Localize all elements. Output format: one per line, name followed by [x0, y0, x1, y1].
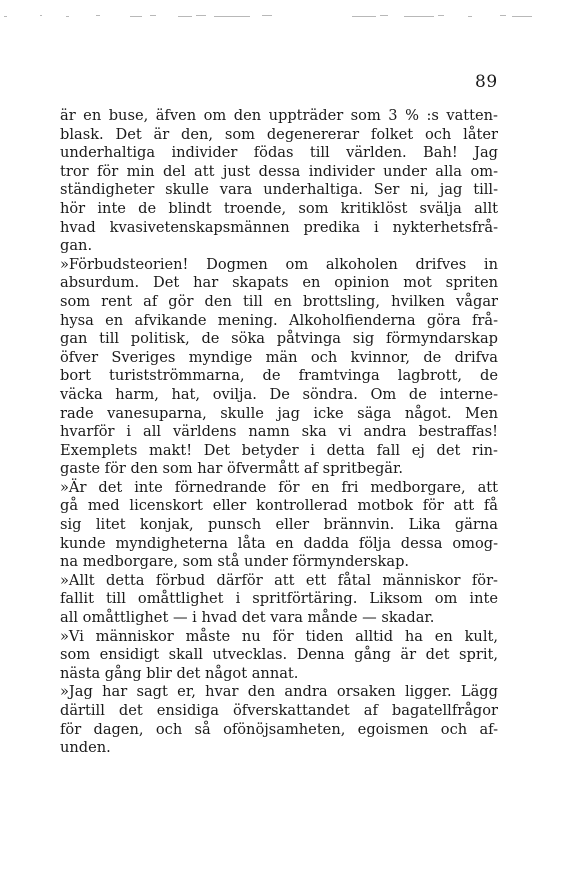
- text-line: rade vanesuparna, skulle jag icke säga något. Men: [60, 404, 498, 422]
- text-line: gan till politisk, de söka påtvinga sig förmyndarskap: [60, 330, 498, 348]
- text-line: öfver Sveriges myndige män och kvinnor, de drifva: [60, 348, 498, 366]
- text-line: hvad kvasivetenskapsmännen predika i nykterhetsfrå-: [60, 218, 498, 236]
- page-number: 89: [475, 72, 498, 92]
- text-line: som rent af gör den till en brottsling, hvilken vågar: [60, 292, 498, 310]
- text-line: nästa gång blir det något annat.: [60, 664, 299, 682]
- text-line: sig litet konjak, punsch eller brännvin. Lika gärna: [60, 516, 498, 534]
- text-line: gan.: [60, 237, 93, 255]
- text-line: bort turistströmmarna, de framtvinga lagbrott, de: [60, 367, 498, 385]
- text-line: gaste för den som har öfvermått af spritbegär.: [60, 460, 404, 478]
- body-text: [60, 107, 498, 758]
- text-line: gå med licenskort eller kontrollerad motbok för att få: [60, 497, 498, 515]
- text-line: unden.: [60, 739, 111, 757]
- text-line: »Vi människor måste nu för tiden alltid ha en kult,: [60, 627, 498, 645]
- text-line: hör inte de blindt troende, som kritiklöst svälja allt: [60, 199, 498, 217]
- text-line: all omåttlighet — i hvad det vara månde — skadar.: [60, 609, 435, 627]
- text-line: Exemplets makt! Det betyder i detta fall ej det rin-: [60, 441, 498, 459]
- text-line: kunde myndigheterna låta en dadda följa dessa omog-: [60, 534, 498, 552]
- text-line: tror för min del att just dessa individer under alla om-: [60, 162, 498, 180]
- text-line: »Är det inte förnedrande för en fri medborgare, att: [60, 478, 498, 496]
- scan-edge-marks: [0, 10, 576, 24]
- text-line: na medborgare, som stå under förmynderskap.: [60, 553, 410, 571]
- text-line: underhaltiga individer födas till världen. Bah! Jag: [60, 144, 498, 162]
- text-line: som ensidigt skall utvecklas. Denna gång är det sprit,: [60, 646, 498, 664]
- text-line: »Jag har sagt er, hvar den andra orsaken ligger. Lägg: [60, 683, 498, 701]
- text-line: väcka harm, hat, ovilja. De söndra. Om de interne-: [60, 385, 498, 403]
- text-line: »Förbudsteorien! Dogmen om alkoholen drifves in: [60, 255, 498, 273]
- text-line: »Allt detta förbud därför att ett fåtal människor för-: [60, 571, 498, 589]
- text-line: för dagen, och så ofönöjsamheten, egoismen och af-: [60, 720, 498, 738]
- text-line: är en buse, äfven om den uppträder som 3 % :s vatten-: [60, 107, 498, 124]
- text-line: fallit till omåttlighet i spritförtäring. Liksom om inte: [60, 590, 498, 608]
- text-line: hvarför i all världens namn ska vi andra bestraffas!: [60, 423, 498, 441]
- text-line: ständigheter skulle vara underhaltiga. Ser ni, jag till-: [60, 181, 498, 199]
- text-line: hysa en afvikande mening. Alkoholfienderna göra frå-: [60, 311, 498, 329]
- text-line: absurdum. Det har skapats en opinion mot spriten: [60, 274, 498, 292]
- text-line: därtill det ensidiga öfverskattandet af bagatellfrågor: [60, 702, 498, 719]
- text-line: blask. Det är den, som degenererar folket och låter: [60, 125, 498, 143]
